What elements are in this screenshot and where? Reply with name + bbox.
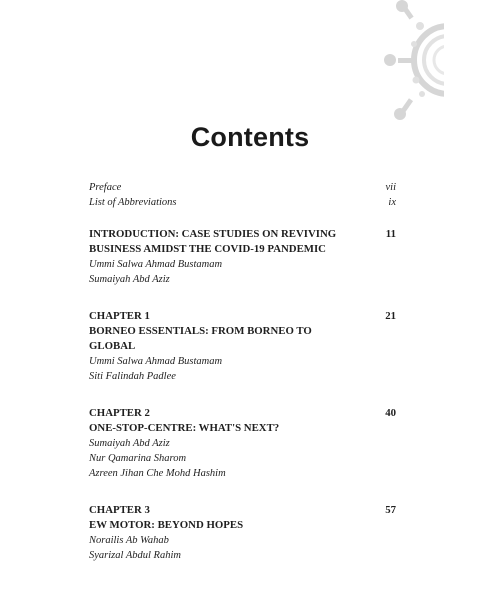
toc-entry-chapter-1[interactable]	[89, 309, 396, 384]
front-matter	[89, 180, 396, 210]
entry-page: 40	[385, 407, 396, 419]
entry-author: Ummi Salwa Ahmad Bustamam	[89, 259, 223, 270]
entry-heading-text: INTRODUCTION: CASE STUDIES ON REVIVING	[89, 228, 337, 240]
entry-author: Norailis Ab Wahab	[89, 535, 169, 546]
entry-author: Siti Falindah Padlee	[89, 371, 176, 382]
entry-title-line: BUSINESS AMIDST THE COVID-19 PANDEMIC	[89, 243, 326, 255]
entry-heading-text: CHAPTER 2	[89, 407, 150, 419]
table-of-contents	[89, 180, 396, 563]
page-title: Contents	[190, 122, 310, 152]
virus-icon	[378, 0, 444, 130]
toc-entry-chapter-2[interactable]	[89, 406, 396, 481]
toc-row-preface[interactable]	[89, 180, 396, 195]
entry-heading-text: CHAPTER 3	[89, 504, 150, 516]
toc-row-label: List of Abbreviations	[89, 197, 177, 208]
entry-heading	[89, 406, 396, 421]
entry-page: 21	[385, 310, 396, 322]
entry-title-line: EW MOTOR: BEYOND HOPES	[89, 519, 244, 531]
entry-title-line: BORNEO ESSENTIALS: FROM BORNEO TO	[89, 325, 312, 337]
toc-entry-introduction[interactable]	[89, 227, 396, 287]
entry-title-line: GLOBAL	[89, 340, 136, 352]
toc-row-page: vii	[385, 182, 396, 193]
entry-author: Nur Qamarina Sharom	[89, 453, 187, 464]
entry-heading-text: CHAPTER 1	[89, 310, 150, 322]
entry-page: 57	[385, 504, 396, 516]
entry-heading	[89, 309, 396, 324]
entry-author: Syarizal Abdul Rahim	[89, 550, 181, 561]
toc-entry-chapter-3[interactable]	[89, 503, 396, 563]
toc-row-page: ix	[388, 197, 396, 208]
entry-title-line: ONE-STOP-CENTRE: WHAT'S NEXT?	[89, 422, 280, 434]
toc-row-label: Preface	[89, 182, 122, 193]
page-edge	[443, 0, 500, 600]
entry-author: Azreen Jihan Che Mohd Hashim	[89, 468, 226, 479]
entry-author: Sumaiyah Abd Aziz	[89, 274, 170, 285]
toc-row-abbreviations[interactable]	[89, 195, 396, 210]
entry-author: Ummi Salwa Ahmad Bustamam	[89, 356, 223, 367]
entry-heading	[89, 227, 396, 242]
entry-author: Sumaiyah Abd Aziz	[89, 438, 170, 449]
entry-page: 11	[385, 228, 396, 240]
entry-heading	[89, 503, 396, 518]
